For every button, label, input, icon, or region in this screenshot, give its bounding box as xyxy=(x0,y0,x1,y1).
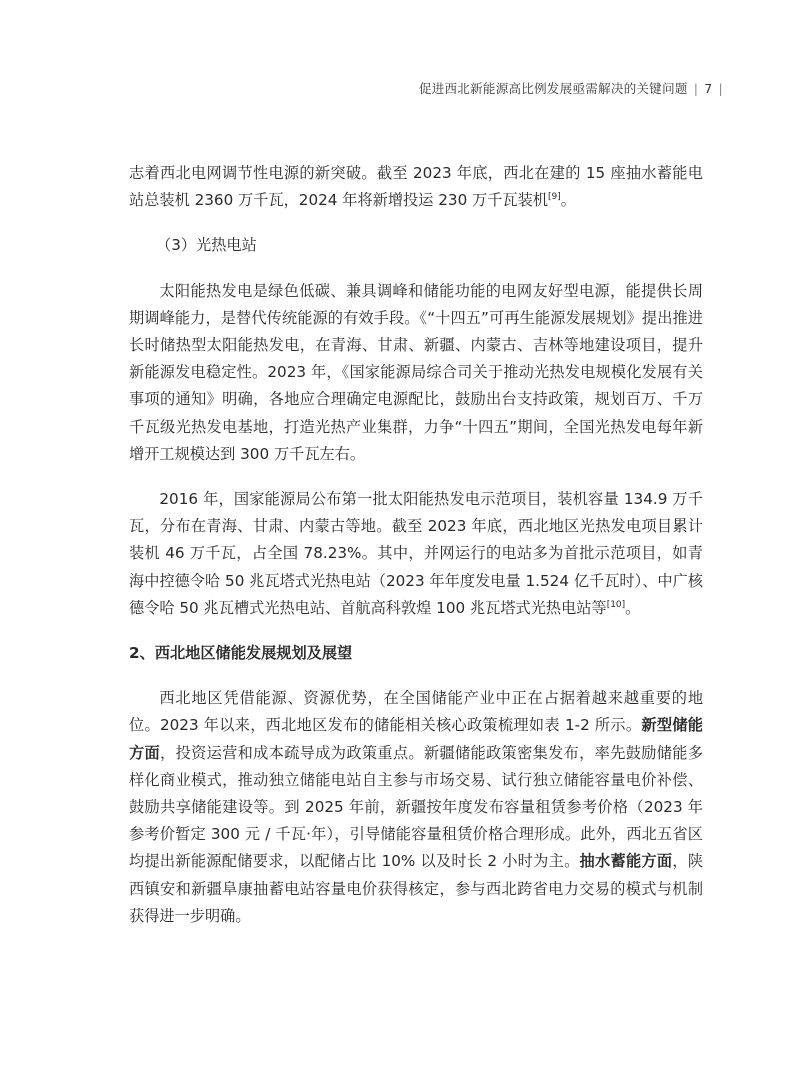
header-title: 促进西北新能源高比例发展亟需解决的关键问题 xyxy=(418,81,688,96)
paragraph-continuation xyxy=(129,160,703,214)
running-header xyxy=(419,79,729,97)
paragraph-end: 。 xyxy=(560,191,576,210)
paragraph-solar-thermal-policy: 太阳能热发电是绿色低碳、兼具调峰和储能功能的电网友好型电源，能提供长周期调峰能力，是替代传统能源的有效手段。《“十四五”可再生能源发展规划》提出推进长时储热型太阳能热发电，在青海、甘肃、新疆、内蒙古、吉林等地建设项目，提升新能源发电稳定性。2023 年，《国家能源局综合司关于推动光热发电规模化发展有关事项的通知》明确，各地应合理确定电源配比，鼓励出台支持政策，规划百万、千万千瓦级光热发电基地，打造光热产业集群，力争“十四五”期间，全国光热发电每年新增开工规模达到 300 万千瓦左右。 xyxy=(129,281,703,463)
body-content xyxy=(129,160,703,948)
paragraph-text: ，投资运营和成本疏导成为政策重点。新疆储能政策密集发布，率先鼓励储能多样化商业模式，推动独立储能电站自主参与市场交易、试行独立储能容量电价补偿、鼓励共享储能建设等。到 2025 年前，新疆按年度发布容量租赁参考价格（2023 年参考价暂定 300 元 / 千瓦·年），引导储能容量租赁价格合理形成。此外，西北五省区均提出新能源配储要求，以配储占比 10% 以及时长 2 小时为主。 xyxy=(129,743,704,871)
paragraph-solar-thermal-projects xyxy=(129,486,703,622)
header-separator: | xyxy=(693,81,699,96)
citation-9: [9] xyxy=(548,192,561,203)
citation-10: [10] xyxy=(606,599,626,610)
paragraph-text: ，陕西镇安和新疆阜康抽蓄电站容量电价获得核定，参与西北跨省电力交易的模式与机制获得进一步明确。 xyxy=(129,852,704,925)
paragraph-text: 西北地区凭借能源、资源优势，在全国储能产业中正在占据着越来越重要的地位。2023 年以来，西北地区发布的储能相关核心政策梳理如表 1-2 所示。 xyxy=(129,689,703,735)
bold-term-pumped-storage: 抽水蓄能方面 xyxy=(579,852,673,871)
bold-term-new-storage: 新型储能方面 xyxy=(129,716,703,762)
paragraph-end: 。 xyxy=(625,598,641,617)
paragraph-text: 志着西北电网调节性电源的新突破。截至 2023 年底，西北在建的 15 座抽水蓄能电站总装机 2360 万千瓦，2024 年将新增投运 230 万千瓦装机 xyxy=(129,164,703,210)
page-number: 7 xyxy=(704,81,713,96)
paragraph-text: 2016 年，国家能源局公布第一批太阳能热发电示范项目，装机容量 134.9 万千瓦，分布在青海、甘肃、内蒙古等地。截至 2023 年底，西北地区光热发电项目累计装机 46 万千瓦，占全国 78.23%。其中，并网运行的电站多为首批示范项目，如青海中控德令哈 50 兆瓦塔式光热电站（2023 年年度发电量 1.524 亿千瓦时）、中广核德令哈 50 兆瓦槽式光热电站、首航高科敦煌 100 兆瓦塔式光热电站等 xyxy=(129,490,703,617)
section-heading-storage: 2、西北地区储能发展规划及展望 xyxy=(129,644,353,663)
header-separator-right: | xyxy=(718,81,723,96)
subheading-solar-thermal: （3）光热电站 xyxy=(156,236,257,255)
paragraph-storage-outlook xyxy=(129,685,703,930)
